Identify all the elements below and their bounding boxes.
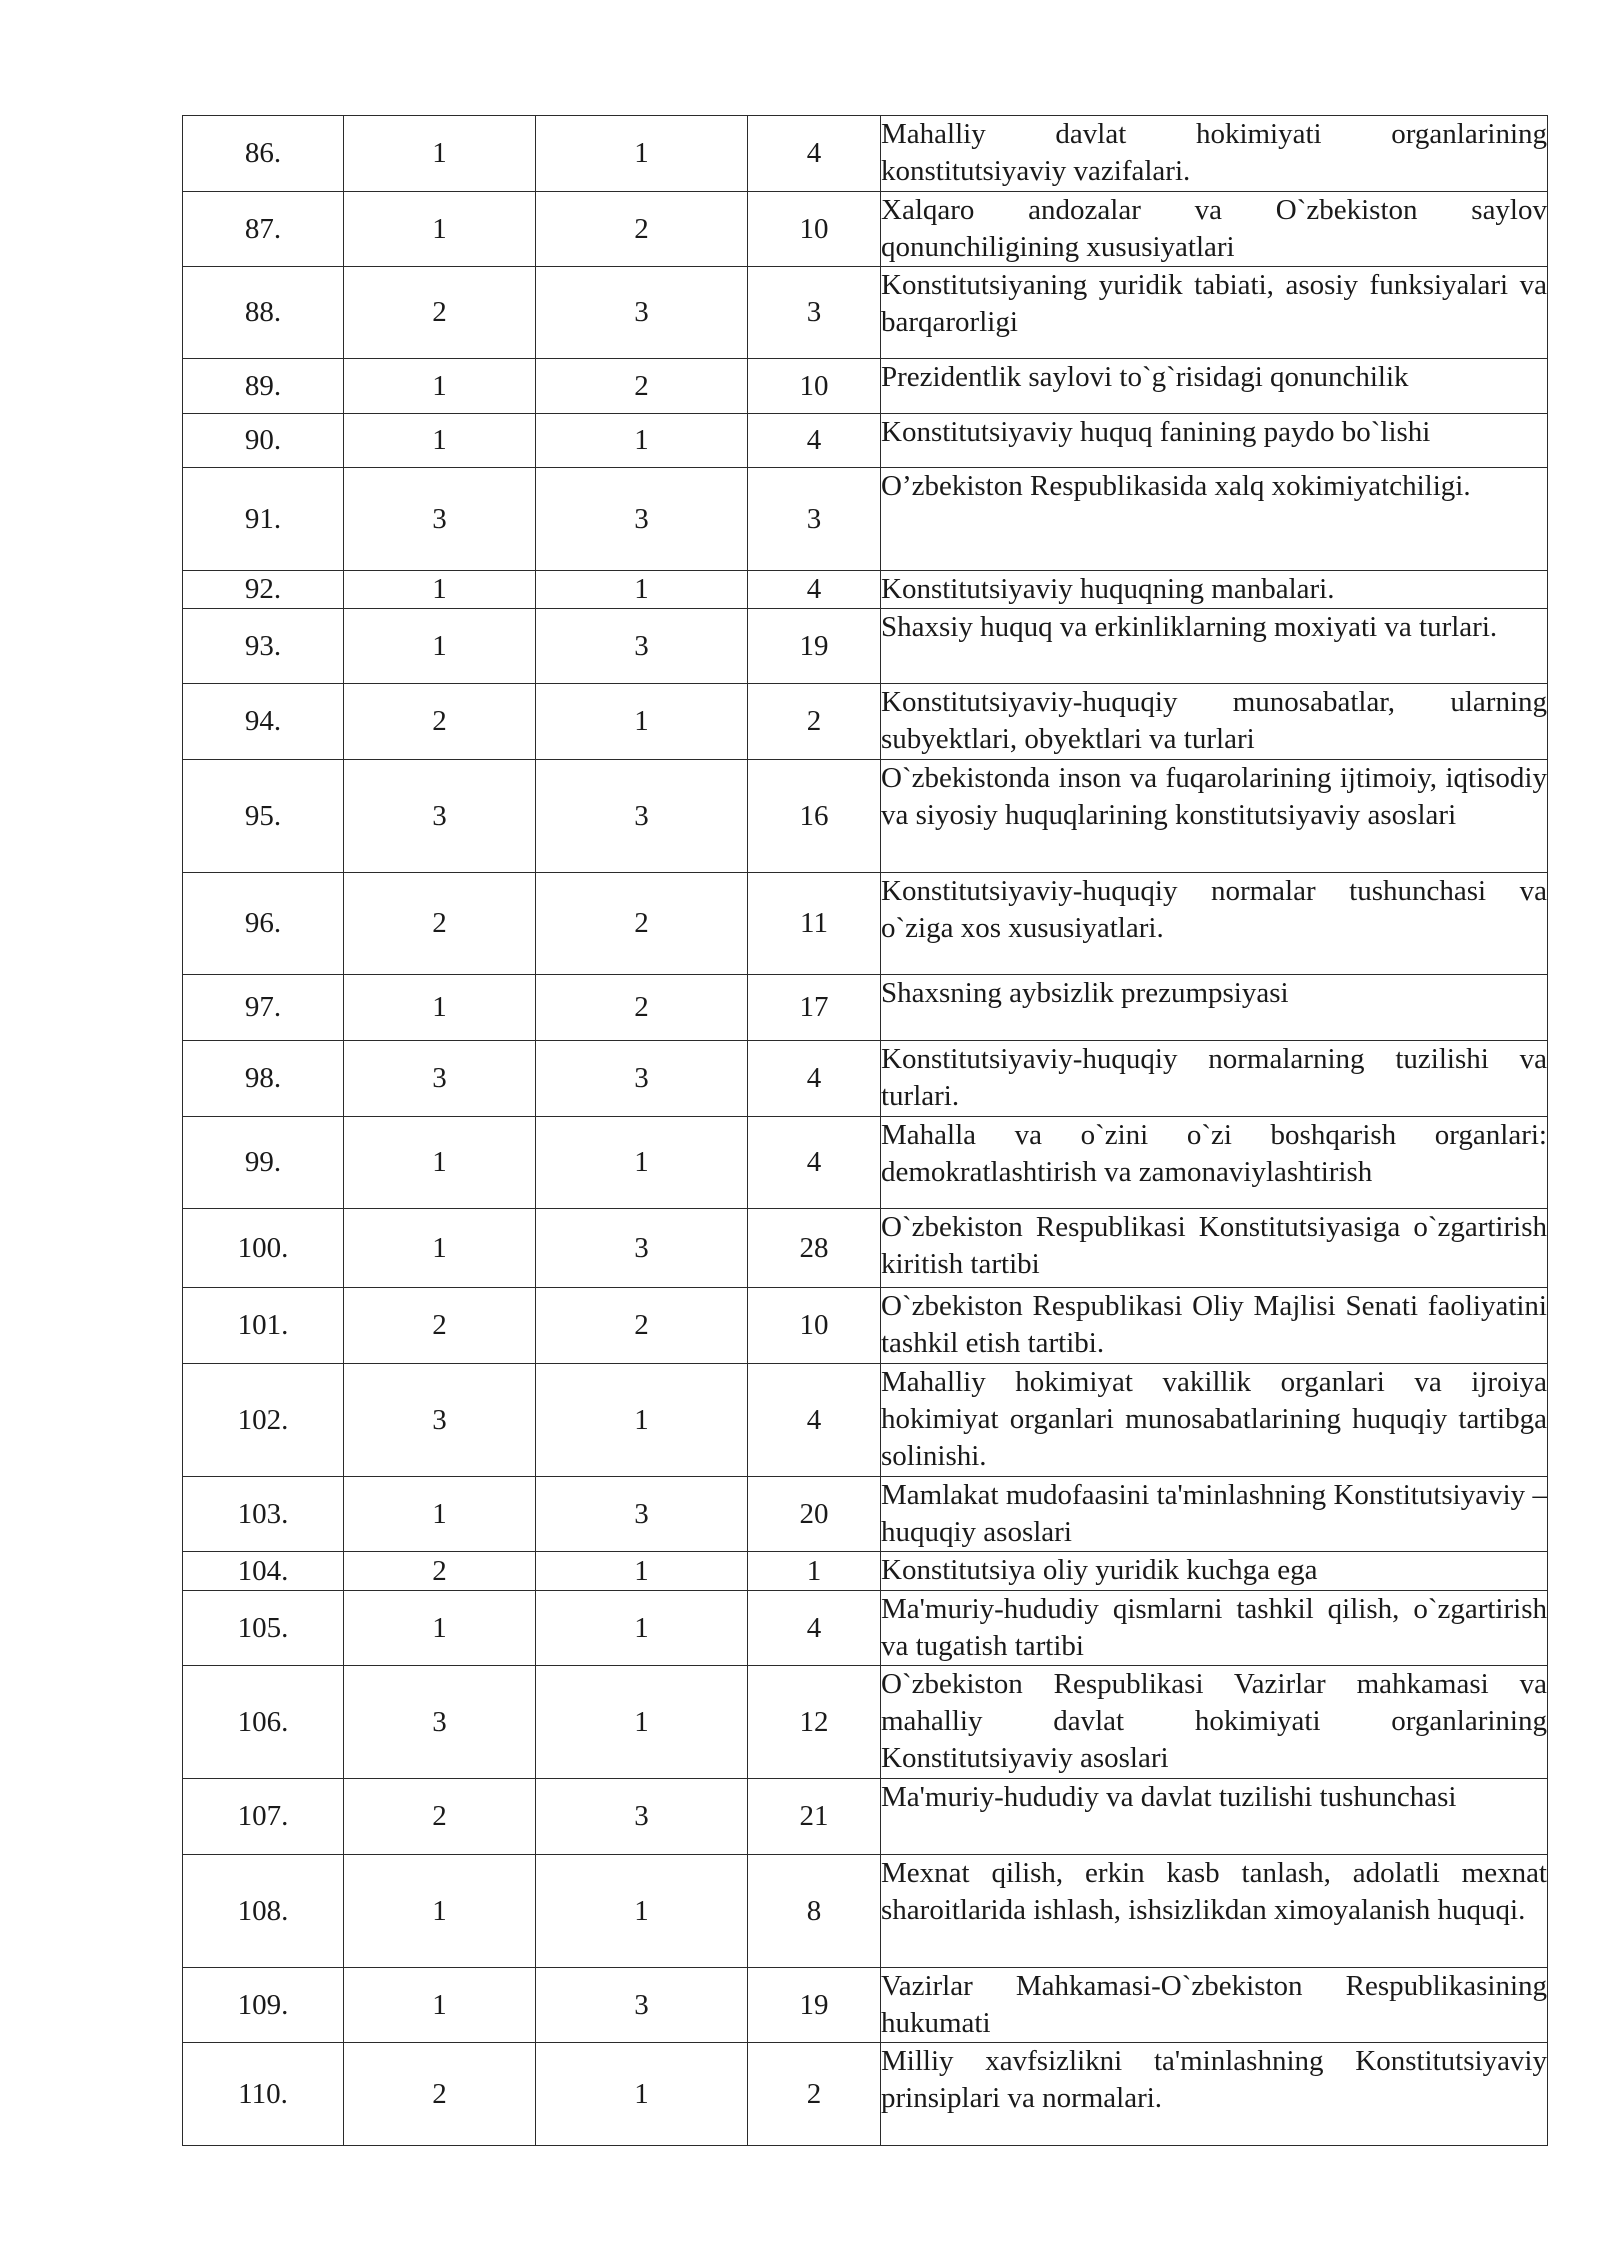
cell-question-text: Konstitutsiyaviy-huquqiy normalar tushunchasi va o`ziga xos xususiyatlari. xyxy=(881,873,1548,975)
cell-col-b: 3 xyxy=(536,267,748,359)
cell-col-c: 8 xyxy=(748,1855,881,1968)
cell-col-b: 1 xyxy=(536,414,748,468)
cell-col-c: 28 xyxy=(748,1209,881,1288)
cell-col-a: 1 xyxy=(344,1477,536,1552)
cell-col-b: 2 xyxy=(536,359,748,414)
cell-col-b: 1 xyxy=(536,684,748,760)
cell-question-text: O’zbekiston Respublikasida xalq xokimiyatchiligi. xyxy=(881,468,1548,571)
cell-number: 93. xyxy=(183,609,344,684)
cell-col-a: 1 xyxy=(344,359,536,414)
cell-col-a: 1 xyxy=(344,192,536,267)
cell-col-b: 2 xyxy=(536,192,748,267)
table-row xyxy=(183,359,1548,414)
cell-number: 103. xyxy=(183,1477,344,1552)
cell-col-c: 10 xyxy=(748,359,881,414)
cell-col-b: 1 xyxy=(536,1591,748,1666)
cell-col-a: 3 xyxy=(344,760,536,873)
cell-col-c: 12 xyxy=(748,1666,881,1779)
cell-col-c: 4 xyxy=(748,414,881,468)
table-row xyxy=(183,1288,1548,1364)
cell-question-text: Mahalla va o`zini o`zi boshqarish organlari: demokratlashtirish va zamonaviylashtirish xyxy=(881,1117,1548,1209)
cell-col-b: 3 xyxy=(536,1968,748,2043)
cell-col-a: 1 xyxy=(344,975,536,1041)
cell-number: 102. xyxy=(183,1364,344,1477)
cell-number: 101. xyxy=(183,1288,344,1364)
cell-question-text: Konstitutsiyaviy-huquqiy munosabatlar, ularning subyektlari, obyektlari va turlari xyxy=(881,684,1548,760)
cell-col-c: 4 xyxy=(748,571,881,609)
table-row xyxy=(183,468,1548,571)
cell-number: 88. xyxy=(183,267,344,359)
cell-col-a: 1 xyxy=(344,116,536,192)
cell-col-b: 2 xyxy=(536,975,748,1041)
table-row xyxy=(183,873,1548,975)
cell-col-a: 3 xyxy=(344,468,536,571)
cell-col-c: 11 xyxy=(748,873,881,975)
cell-number: 109. xyxy=(183,1968,344,2043)
cell-question-text: O`zbekiston Respublikasi Oliy Majlisi Senati faoliyatini tashkil etish tartibi. xyxy=(881,1288,1548,1364)
questions-table-body xyxy=(183,116,1548,2146)
table-row xyxy=(183,1477,1548,1552)
table-row xyxy=(183,760,1548,873)
cell-number: 95. xyxy=(183,760,344,873)
cell-number: 100. xyxy=(183,1209,344,1288)
cell-col-c: 2 xyxy=(748,2043,881,2146)
cell-col-a: 2 xyxy=(344,267,536,359)
cell-col-b: 3 xyxy=(536,1779,748,1855)
cell-question-text: Konstitutsiya oliy yuridik kuchga ega xyxy=(881,1552,1548,1591)
cell-col-a: 1 xyxy=(344,1968,536,2043)
table-row xyxy=(183,1209,1548,1288)
cell-number: 92. xyxy=(183,571,344,609)
cell-question-text: Vazirlar Mahkamasi-O`zbekiston Respublikasining hukumati xyxy=(881,1968,1548,2043)
table-row xyxy=(183,192,1548,267)
cell-question-text: Konstitutsiyaviy-huquqiy normalarning tuzilishi va turlari. xyxy=(881,1041,1548,1117)
cell-col-b: 1 xyxy=(536,1666,748,1779)
table-row xyxy=(183,116,1548,192)
cell-number: 96. xyxy=(183,873,344,975)
cell-question-text: Mexnat qilish, erkin kasb tanlash, adolatli mexnat sharoitlarida ishlash, ishsizlikdan ximoyalanish huquqi. xyxy=(881,1855,1548,1968)
cell-number: 86. xyxy=(183,116,344,192)
cell-col-b: 2 xyxy=(536,1288,748,1364)
table-row xyxy=(183,267,1548,359)
cell-col-b: 1 xyxy=(536,1552,748,1591)
cell-col-a: 2 xyxy=(344,1552,536,1591)
cell-col-c: 3 xyxy=(748,468,881,571)
cell-col-c: 4 xyxy=(748,116,881,192)
cell-col-c: 10 xyxy=(748,192,881,267)
cell-col-b: 2 xyxy=(536,873,748,975)
cell-col-a: 2 xyxy=(344,684,536,760)
cell-col-a: 2 xyxy=(344,1288,536,1364)
cell-col-c: 4 xyxy=(748,1117,881,1209)
cell-question-text: Mahalliy davlat hokimiyati organlarining konstitutsiyaviy vazifalari. xyxy=(881,116,1548,192)
table-row xyxy=(183,1117,1548,1209)
table-row xyxy=(183,2043,1548,2146)
cell-question-text: Konstitutsiyaviy huquqning manbalari. xyxy=(881,571,1548,609)
cell-col-c: 20 xyxy=(748,1477,881,1552)
cell-question-text: Mamlakat mudofaasini ta'minlashning Konstitutsiyaviy –huquqiy asoslari xyxy=(881,1477,1548,1552)
cell-number: 107. xyxy=(183,1779,344,1855)
cell-question-text: Konstitutsiyaviy huquq fanining paydo bo`lishi xyxy=(881,414,1548,468)
cell-col-a: 3 xyxy=(344,1666,536,1779)
table-row xyxy=(183,684,1548,760)
cell-col-a: 3 xyxy=(344,1364,536,1477)
cell-col-a: 2 xyxy=(344,1779,536,1855)
cell-question-text: Konstitutsiyaning yuridik tabiati, asosiy funksiyalari va barqarorligi xyxy=(881,267,1548,359)
cell-col-b: 1 xyxy=(536,571,748,609)
cell-col-b: 1 xyxy=(536,1117,748,1209)
cell-question-text: Ma'muriy-hududiy va davlat tuzilishi tushunchasi xyxy=(881,1779,1548,1855)
cell-col-c: 4 xyxy=(748,1591,881,1666)
cell-number: 91. xyxy=(183,468,344,571)
cell-number: 87. xyxy=(183,192,344,267)
cell-col-a: 2 xyxy=(344,873,536,975)
cell-col-c: 1 xyxy=(748,1552,881,1591)
cell-col-b: 3 xyxy=(536,760,748,873)
cell-col-b: 3 xyxy=(536,1209,748,1288)
cell-col-a: 1 xyxy=(344,609,536,684)
table-row xyxy=(183,609,1548,684)
table-row xyxy=(183,1855,1548,1968)
table-row xyxy=(183,1779,1548,1855)
cell-number: 98. xyxy=(183,1041,344,1117)
cell-col-a: 1 xyxy=(344,1855,536,1968)
cell-col-c: 21 xyxy=(748,1779,881,1855)
cell-col-b: 1 xyxy=(536,1855,748,1968)
cell-col-b: 1 xyxy=(536,2043,748,2146)
table-row xyxy=(183,1666,1548,1779)
table-row xyxy=(183,1041,1548,1117)
cell-col-b: 1 xyxy=(536,116,748,192)
cell-question-text: Prezidentlik saylovi to`g`risidagi qonunchilik xyxy=(881,359,1548,414)
cell-col-a: 1 xyxy=(344,1209,536,1288)
cell-number: 89. xyxy=(183,359,344,414)
cell-col-c: 10 xyxy=(748,1288,881,1364)
cell-col-c: 4 xyxy=(748,1364,881,1477)
cell-col-a: 1 xyxy=(344,1117,536,1209)
table-row xyxy=(183,1552,1548,1591)
cell-question-text: Milliy xavfsizlikni ta'minlashning Konstitutsiyaviy prinsiplari va normalari. xyxy=(881,2043,1548,2146)
cell-question-text: Shaxsiy huquq va erkinliklarning moxiyati va turlari. xyxy=(881,609,1548,684)
cell-col-c: 19 xyxy=(748,609,881,684)
cell-col-c: 16 xyxy=(748,760,881,873)
cell-number: 94. xyxy=(183,684,344,760)
cell-number: 97. xyxy=(183,975,344,1041)
questions-table xyxy=(182,115,1548,2146)
table-row xyxy=(183,1364,1548,1477)
table-row xyxy=(183,414,1548,468)
cell-col-b: 3 xyxy=(536,609,748,684)
cell-col-a: 1 xyxy=(344,414,536,468)
table-row xyxy=(183,1968,1548,2043)
cell-col-c: 17 xyxy=(748,975,881,1041)
cell-number: 105. xyxy=(183,1591,344,1666)
cell-question-text: O`zbekiston Respublikasi Vazirlar mahkamasi va mahalliy davlat hokimiyati organlarining Konstitutsiyaviy asoslari xyxy=(881,1666,1548,1779)
cell-col-c: 3 xyxy=(748,267,881,359)
cell-col-b: 1 xyxy=(536,1364,748,1477)
cell-question-text: Shaxsning aybsizlik prezumpsiyasi xyxy=(881,975,1548,1041)
cell-col-a: 1 xyxy=(344,571,536,609)
cell-question-text: Ma'muriy-hududiy qismlarni tashkil qilish, o`zgartirish va tugatish tartibi xyxy=(881,1591,1548,1666)
cell-col-a: 2 xyxy=(344,2043,536,2146)
cell-col-c: 4 xyxy=(748,1041,881,1117)
cell-number: 104. xyxy=(183,1552,344,1591)
cell-question-text: Mahalliy hokimiyat vakillik organlari va ijroiya hokimiyat organlari munosabatlarining huquqiy tartibga solinishi. xyxy=(881,1364,1548,1477)
cell-col-b: 3 xyxy=(536,468,748,571)
cell-col-c: 2 xyxy=(748,684,881,760)
cell-col-b: 3 xyxy=(536,1477,748,1552)
cell-question-text: O`zbekiston Respublikasi Konstitutsiyasiga o`zgartirish kiritish tartibi xyxy=(881,1209,1548,1288)
table-row xyxy=(183,1591,1548,1666)
cell-number: 110. xyxy=(183,2043,344,2146)
cell-question-text: O`zbekistonda inson va fuqarolarining ijtimoiy, iqtisodiy va siyosiy huquqlarining konstitutsiyaviy asoslari xyxy=(881,760,1548,873)
table-row xyxy=(183,571,1548,609)
cell-col-c: 19 xyxy=(748,1968,881,2043)
table-row xyxy=(183,975,1548,1041)
cell-col-b: 3 xyxy=(536,1041,748,1117)
cell-col-a: 1 xyxy=(344,1591,536,1666)
cell-number: 90. xyxy=(183,414,344,468)
cell-col-a: 3 xyxy=(344,1041,536,1117)
cell-number: 106. xyxy=(183,1666,344,1779)
cell-number: 108. xyxy=(183,1855,344,1968)
cell-number: 99. xyxy=(183,1117,344,1209)
cell-question-text: Xalqaro andozalar va O`zbekiston saylov qonunchiligining xususiyatlari xyxy=(881,192,1548,267)
